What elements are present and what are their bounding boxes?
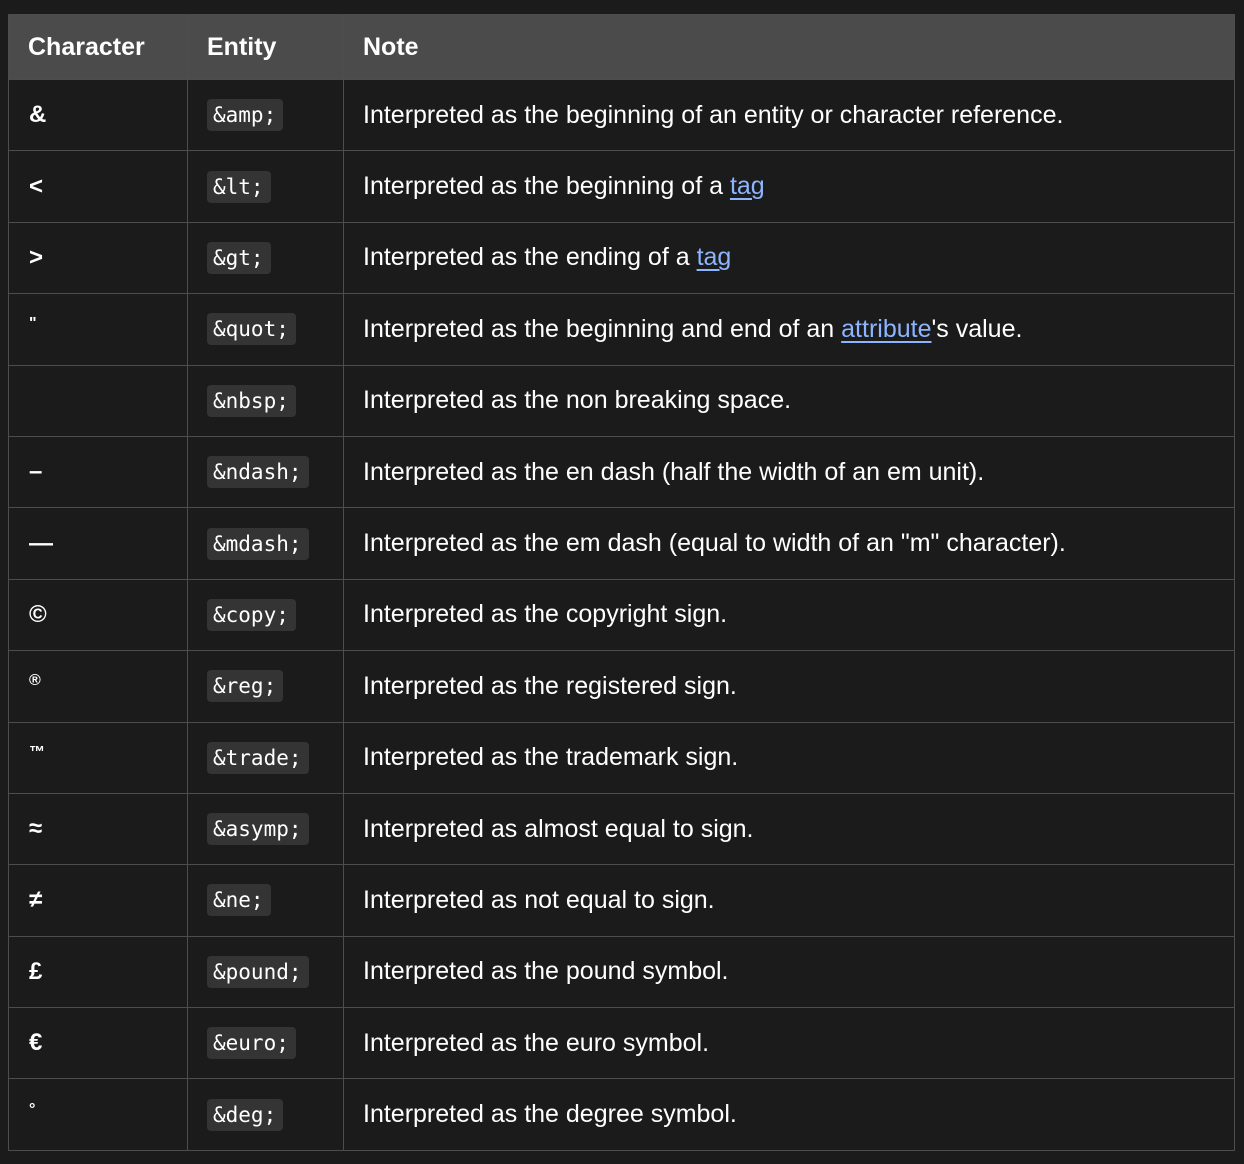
- character-cell: [9, 1079, 188, 1150]
- note-link-attribute[interactable]: attribute: [841, 314, 932, 343]
- table-row: [9, 793, 1235, 864]
- character-cell: [9, 579, 188, 650]
- note-cell: [344, 579, 1235, 650]
- entity-cell: [188, 365, 344, 436]
- entity-cell: [188, 508, 344, 579]
- character-cell: [9, 722, 188, 793]
- character-glyph: ™: [29, 743, 45, 761]
- note-text: Interpreted as not equal to sign.: [363, 885, 715, 914]
- note-text: Interpreted as the em dash (equal to width of an "m" character).: [363, 529, 1066, 558]
- note-text: Interpreted as the beginning and end of an: [363, 314, 842, 343]
- column-header-entity: Entity: [188, 15, 344, 80]
- note-cell: [344, 651, 1235, 722]
- character-cell: [9, 436, 188, 507]
- entity-code: &mdash;: [207, 528, 309, 560]
- character-glyph: <: [29, 172, 44, 200]
- entity-code: &ndash;: [207, 456, 309, 488]
- note-cell: [344, 222, 1235, 293]
- note-text: Interpreted as the euro symbol.: [363, 1028, 710, 1057]
- note-cell: [344, 936, 1235, 1007]
- table-row: [9, 80, 1235, 151]
- entity-cell: [188, 793, 344, 864]
- entity-code: &amp;: [207, 99, 283, 131]
- entity-cell: [188, 436, 344, 507]
- note-cell: [344, 508, 1235, 579]
- entity-code: &pound;: [207, 956, 309, 988]
- note-cell: [344, 865, 1235, 936]
- html-entities-table: [8, 14, 1235, 1151]
- note-text: Interpreted as the beginning of a: [363, 172, 730, 201]
- table-row: [9, 294, 1235, 365]
- character-cell: [9, 793, 188, 864]
- character-cell: [9, 222, 188, 293]
- note-cell: [344, 1079, 1235, 1150]
- header-row: [9, 15, 1235, 80]
- table-row: [9, 508, 1235, 579]
- table-row: [9, 151, 1235, 222]
- entity-cell: [188, 722, 344, 793]
- entity-cell: [188, 579, 344, 650]
- note-cell: [344, 722, 1235, 793]
- entity-cell: [188, 936, 344, 1007]
- note-text: Interpreted as the en dash (half the width of an em unit).: [363, 457, 985, 486]
- character-cell: [9, 151, 188, 222]
- entity-cell: [188, 651, 344, 722]
- note-cell: [344, 365, 1235, 436]
- table-row: [9, 579, 1235, 650]
- entity-code: &lt;: [207, 171, 271, 203]
- character-glyph: –: [29, 458, 43, 486]
- note-link-tag[interactable]: tag: [696, 243, 732, 272]
- character-glyph: °: [29, 1100, 36, 1118]
- entity-code: &ne;: [207, 884, 271, 916]
- entity-code: &nbsp;: [207, 385, 296, 417]
- note-cell: [344, 1008, 1235, 1079]
- entity-table-container: [8, 14, 1234, 1151]
- note-text: Interpreted as the degree symbol.: [363, 1100, 737, 1129]
- entity-code: &euro;: [207, 1027, 296, 1059]
- character-glyph: ≈: [29, 815, 43, 843]
- table-row: [9, 222, 1235, 293]
- entity-code: &copy;: [207, 599, 296, 631]
- column-header-note: Note: [344, 15, 1235, 80]
- character-cell: [9, 294, 188, 365]
- table-row: [9, 722, 1235, 793]
- entity-cell: [188, 1079, 344, 1150]
- table-body: [9, 80, 1235, 1151]
- note-text: Interpreted as the trademark sign.: [363, 743, 739, 772]
- character-cell: [9, 365, 188, 436]
- entity-code: &deg;: [207, 1099, 283, 1131]
- character-cell: [9, 1008, 188, 1079]
- note-text: Interpreted as the copyright sign.: [363, 600, 728, 629]
- table-row: [9, 865, 1235, 936]
- character-cell: [9, 936, 188, 1007]
- character-glyph: ≠: [29, 886, 43, 914]
- note-text: Interpreted as the beginning of an entity or character reference.: [363, 100, 1064, 129]
- table-row: [9, 365, 1235, 436]
- column-header-character: Character: [9, 15, 188, 80]
- character-glyph: ®: [29, 672, 41, 690]
- entity-code: &quot;: [207, 313, 296, 345]
- character-cell: [9, 865, 188, 936]
- character-glyph: ": [29, 315, 37, 333]
- note-cell: [344, 436, 1235, 507]
- note-text-suffix: 's value.: [931, 314, 1023, 343]
- note-text: Interpreted as almost equal to sign.: [363, 814, 754, 843]
- table-row: [9, 436, 1235, 507]
- note-text: Interpreted as the pound symbol.: [363, 957, 729, 986]
- note-text: Interpreted as the ending of a: [363, 243, 697, 272]
- entity-code: &gt;: [207, 242, 271, 274]
- character-glyph: —: [29, 529, 53, 557]
- entity-code: &trade;: [207, 742, 309, 774]
- note-cell: [344, 294, 1235, 365]
- table-row: [9, 1079, 1235, 1150]
- note-text: Interpreted as the registered sign.: [363, 671, 737, 700]
- entity-cell: [188, 151, 344, 222]
- character-glyph: €: [29, 1029, 43, 1057]
- character-glyph: £: [29, 957, 43, 985]
- entity-code: &reg;: [207, 670, 283, 702]
- note-cell: [344, 151, 1235, 222]
- character-glyph: &: [29, 101, 47, 129]
- table-header: [9, 15, 1235, 80]
- entity-cell: [188, 1008, 344, 1079]
- character-cell: [9, 651, 188, 722]
- character-cell: [9, 80, 188, 151]
- entity-cell: [188, 294, 344, 365]
- character-cell: [9, 508, 188, 579]
- note-cell: [344, 80, 1235, 151]
- character-glyph: >: [29, 243, 44, 271]
- table-row: [9, 936, 1235, 1007]
- table-row: [9, 651, 1235, 722]
- entity-cell: [188, 222, 344, 293]
- character-glyph: ©: [29, 600, 47, 628]
- note-link-tag[interactable]: tag: [729, 172, 765, 201]
- note-cell: [344, 793, 1235, 864]
- table-row: [9, 1008, 1235, 1079]
- note-text: Interpreted as the non breaking space.: [363, 386, 792, 415]
- entity-code: &asymp;: [207, 813, 309, 845]
- entity-cell: [188, 80, 344, 151]
- entity-cell: [188, 865, 344, 936]
